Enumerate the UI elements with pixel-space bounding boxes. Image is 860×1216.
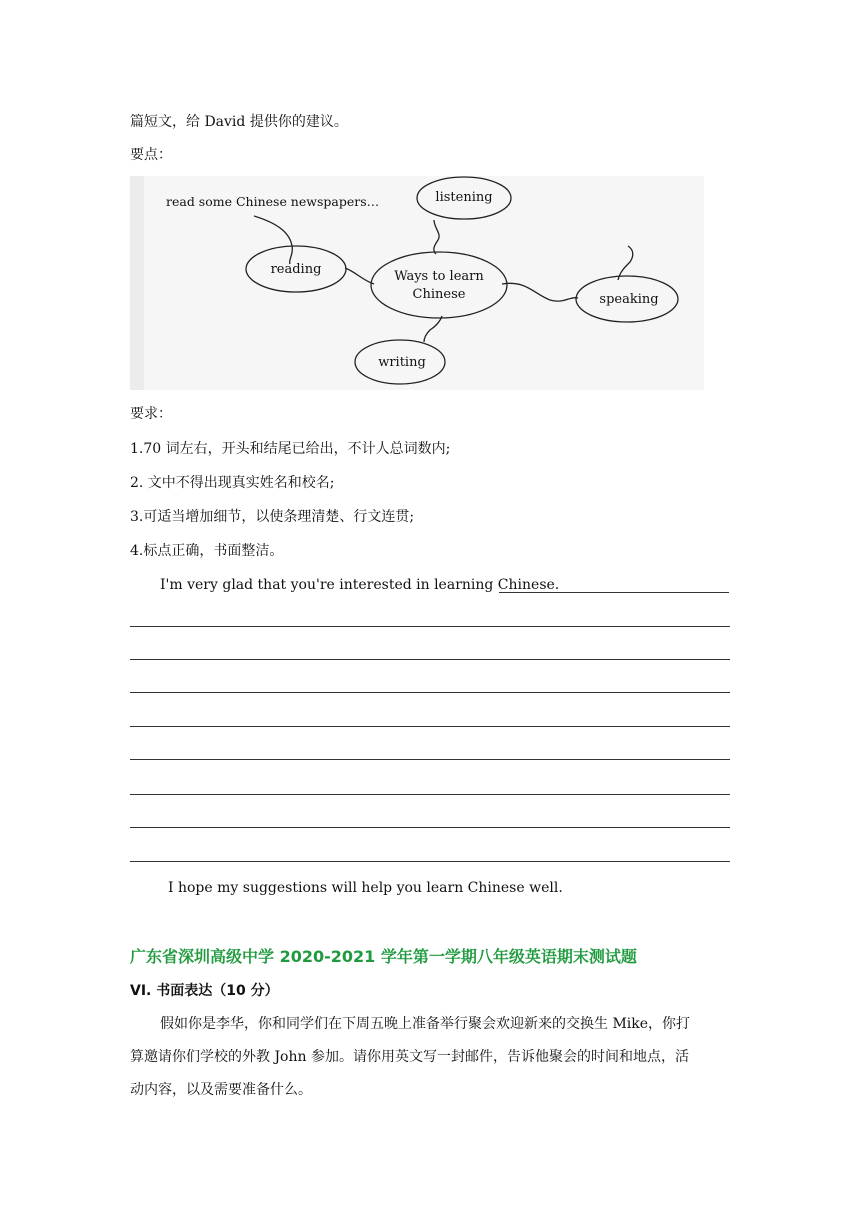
- speaking-label: speaking: [599, 292, 659, 307]
- requirement-item: 1.70 词左右，开头和结尾已给出，不计人总词数内;: [130, 441, 451, 457]
- writing-blank-line[interactable]: [130, 759, 730, 760]
- prompt-line: 假如你是李华，你和同学们在下周五晚上准备举行聚会欢迎新来的交换生 Mike，你打: [160, 1016, 691, 1032]
- essay-opening: I'm very glad that you're interested in learning Chinese.: [160, 577, 560, 593]
- writing-blank-line[interactable]: [130, 692, 730, 693]
- requirement-item: 2. 文中不得出现真实姓名和校名;: [130, 475, 335, 491]
- requirement-item: 3.可适当增加细节，以使条理清楚、行文连贯;: [130, 509, 415, 525]
- requirement-item: 4.标点正确，书面整洁。: [130, 543, 284, 559]
- mind-map-figure: [130, 176, 704, 390]
- writing-blank-line[interactable]: [130, 827, 730, 828]
- prompt-line: 算邀请你们学校的外教 John 参加。请你用英文写一封邮件，告诉他聚会的时间和地点，活: [130, 1049, 689, 1065]
- writing-blank-short[interactable]: [499, 592, 729, 593]
- reading-label: reading: [270, 262, 322, 277]
- writing-blank-line[interactable]: [130, 861, 730, 862]
- essay-closing: I hope my suggestions will help you learn Chinese well.: [168, 880, 563, 896]
- section-heading: 广东省深圳高级中学 2020-2021 学年第一学期八年级英语期末测试题: [130, 947, 637, 966]
- writing-blank-line[interactable]: [130, 794, 730, 795]
- intro-text: 篇短文，给 David 提供你的建议。: [130, 114, 348, 130]
- writing-blank-line[interactable]: [130, 626, 730, 627]
- points-label: 要点：: [130, 147, 172, 163]
- writing-blank-line[interactable]: [130, 726, 730, 727]
- prompt-line: 动内容，以及需要准备什么。: [130, 1082, 312, 1098]
- hint-label: read some Chinese newspapers…: [166, 194, 380, 209]
- listening-label: listening: [435, 190, 493, 205]
- center-label-1: Ways to learn: [394, 269, 484, 284]
- mind-map-drawing: [130, 176, 704, 390]
- center-label-2: Chinese: [412, 287, 466, 302]
- writing-label: writing: [378, 355, 426, 370]
- requirements-label: 要求：: [130, 406, 172, 422]
- section-subtitle: VI. 书面表达（10 分）: [130, 983, 279, 999]
- writing-blank-line[interactable]: [130, 659, 730, 660]
